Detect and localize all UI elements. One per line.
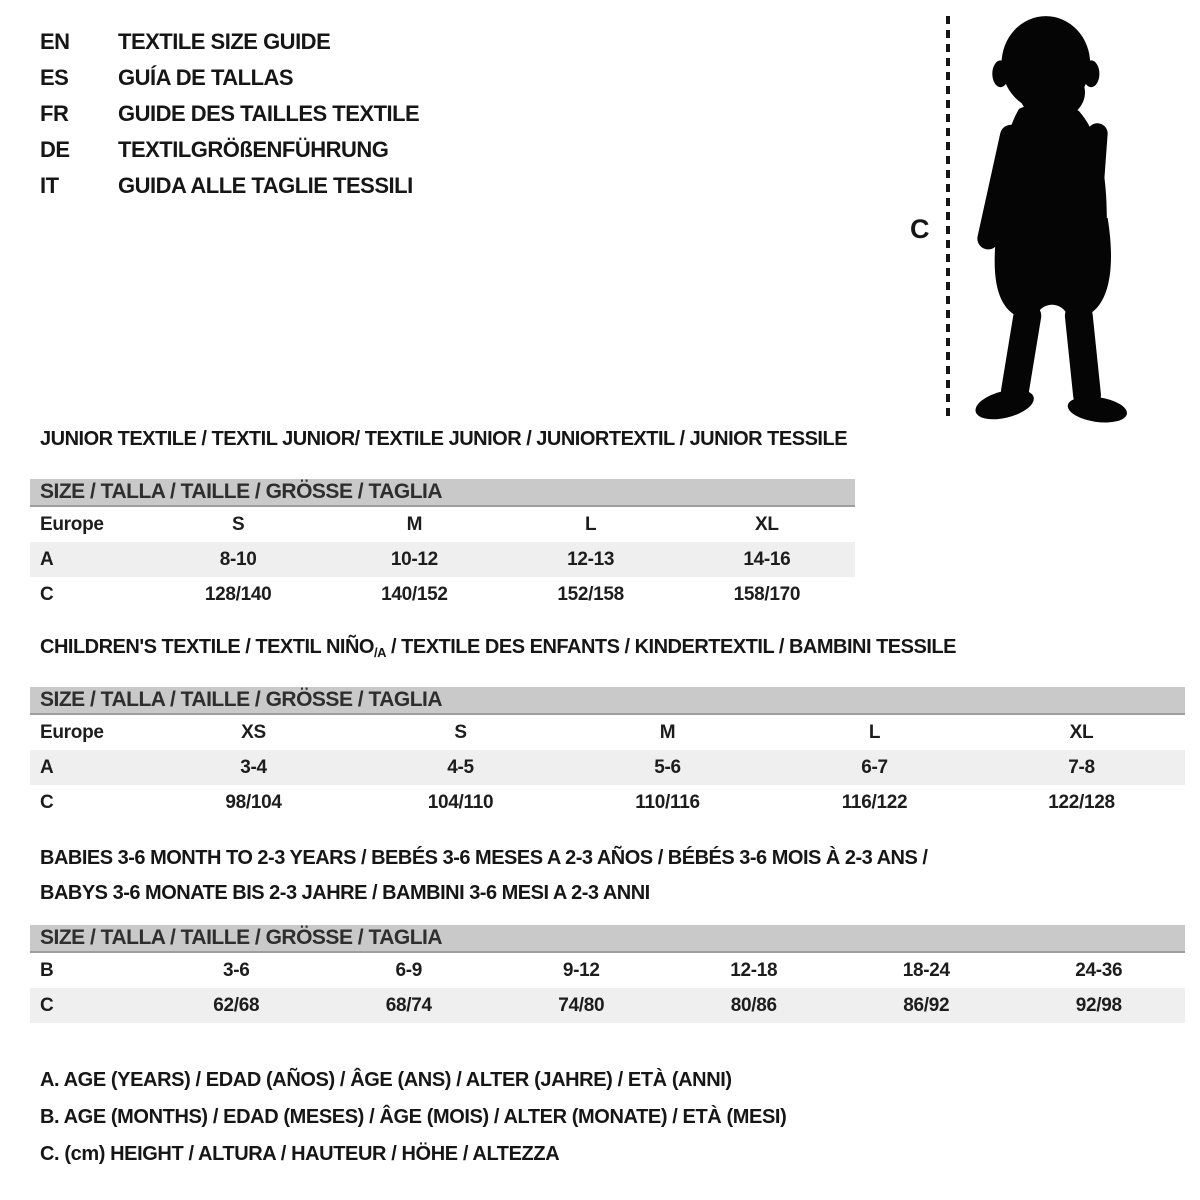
babies-title-line1: BABIES 3-6 MONTH TO 2-3 YEARS / BEBÉS 3-6 MESES A 2-3 AÑOS / BÉBÉS 3-6 MOIS À 2-3 ANS / [40,847,928,869]
height-cell: 68/74 [385,994,432,1016]
table-row [30,715,1185,750]
age-cell: 3-4 [240,756,267,778]
children-section-title [40,636,956,660]
table-row [30,750,1185,785]
toddler-silhouette-icon [962,12,1140,424]
guide-title: GUIDE DES TAILLES TEXTILE [118,101,420,126]
height-measure-dashed-line [946,16,950,418]
table-row [30,507,855,542]
height-cell: 104/110 [427,791,494,813]
age-cell: 10-12 [390,548,438,570]
guide-title: TEXTILGRÖßENFÜHRUNG [118,137,389,162]
guide-title: TEXTILE SIZE GUIDE [118,29,331,54]
size-cell: M [659,721,676,743]
age-cell: 8-10 [219,548,257,570]
language-row [40,60,419,96]
height-cell: 92/98 [1075,994,1122,1016]
size-cell: XS [241,721,266,743]
language-title-list [40,24,419,204]
language-row [40,132,419,168]
height-cell: 122/128 [1048,791,1115,813]
height-cell: 140/152 [381,583,448,605]
age-cell: 6-7 [861,756,888,778]
babies-section-title [40,841,927,911]
size-cell: L [584,513,597,535]
age-cell: 18-24 [902,959,950,981]
row-label: A [40,548,54,570]
children-title-prefix: CHILDREN'S TEXTILE / TEXTIL NIÑO [40,636,374,658]
age-cell: 3-6 [222,959,250,981]
footnote-age-years: A. AGE (YEARS) / EDAD (AÑOS) / ÂGE (ANS) / ALTER (JAHRE) / ETÀ (ANNI) [40,1069,732,1091]
row-label: B [40,959,54,981]
children-size-table [30,687,1185,820]
children-title-subscript: /A [373,645,386,660]
footnote-height-cm: C. (cm) HEIGHT / ALTURA / HAUTEUR / HÖHE / ALTEZZA [40,1143,560,1165]
language-code: FR [40,101,69,126]
table-row [30,542,855,577]
size-cell: S [454,721,467,743]
size-cell: L [868,721,881,743]
size-header-bar: SIZE / TALLA / TAILLE / GRÖSSE / TAGLIA [30,925,1185,953]
table-row [30,988,1185,1023]
language-code: EN [40,29,70,54]
legend-footnotes [40,1062,786,1173]
height-cell: 158/170 [733,583,801,605]
guide-title: GUÍA DE TALLAS [118,65,294,90]
row-label: Europe [40,513,104,535]
size-header-bar: SIZE / TALLA / TAILLE / GRÖSSE / TAGLIA [30,479,855,507]
row-label: C [40,583,54,605]
height-cell: 152/158 [557,583,624,605]
size-cell: XL [1069,721,1094,743]
footnote-age-months: B. AGE (MONTHS) / EDAD (MESES) / ÂGE (MOIS) / ALTER (MONATE) / ETÀ (MESI) [40,1106,787,1128]
row-label: Europe [40,721,104,743]
age-cell: 4-5 [447,756,474,778]
size-cell: S [231,513,245,535]
age-cell: 9-12 [562,959,600,981]
height-cell: 98/104 [225,791,282,813]
row-label: C [40,791,54,813]
language-row [40,96,419,132]
guide-title: GUIDA ALLE TAGLIE TESSILI [118,173,413,198]
height-measure-label: C [910,214,930,244]
age-cell: 12-18 [730,959,778,981]
height-cell: 86/92 [903,994,950,1016]
table-row [30,953,1185,988]
size-cell: XL [755,513,779,535]
babies-size-table [30,925,1185,1023]
junior-size-table [30,479,855,612]
table-row [30,785,1185,820]
table-row [30,577,855,612]
height-cell: 62/68 [213,994,260,1016]
age-cell: 5-6 [654,756,681,778]
age-cell: 7-8 [1068,756,1095,778]
language-code: DE [40,137,70,162]
height-cell: 110/116 [635,791,700,813]
junior-section-title: JUNIOR TEXTILE / TEXTIL JUNIOR/ TEXTILE JUNIOR / JUNIORTEXTIL / JUNIOR TESSILE [40,428,848,450]
babies-title-line2: BABYS 3-6 MONATE BIS 2-3 JAHRE / BAMBINI 3-6 MESI A 2-3 ANNI [40,882,650,904]
language-code: ES [40,65,69,90]
language-code: IT [40,173,59,198]
children-title-suffix: / TEXTILE DES ENFANTS / KINDERTEXTIL / BAMBINI TESSILE [385,636,956,658]
size-header-bar: SIZE / TALLA / TAILLE / GRÖSSE / TAGLIA [30,687,1185,715]
row-label: A [40,756,54,778]
age-cell: 24-36 [1075,959,1123,981]
height-cell: 128/140 [204,583,272,605]
age-cell: 12-13 [567,548,615,570]
height-cell: 74/80 [558,994,605,1016]
height-cell: 80/86 [730,994,777,1016]
age-cell: 6-9 [395,959,423,981]
size-cell: M [406,513,423,535]
language-row [40,24,419,60]
row-label: C [40,994,54,1016]
language-row [40,168,419,204]
age-cell: 14-16 [743,548,791,570]
height-cell: 116/122 [841,791,908,813]
